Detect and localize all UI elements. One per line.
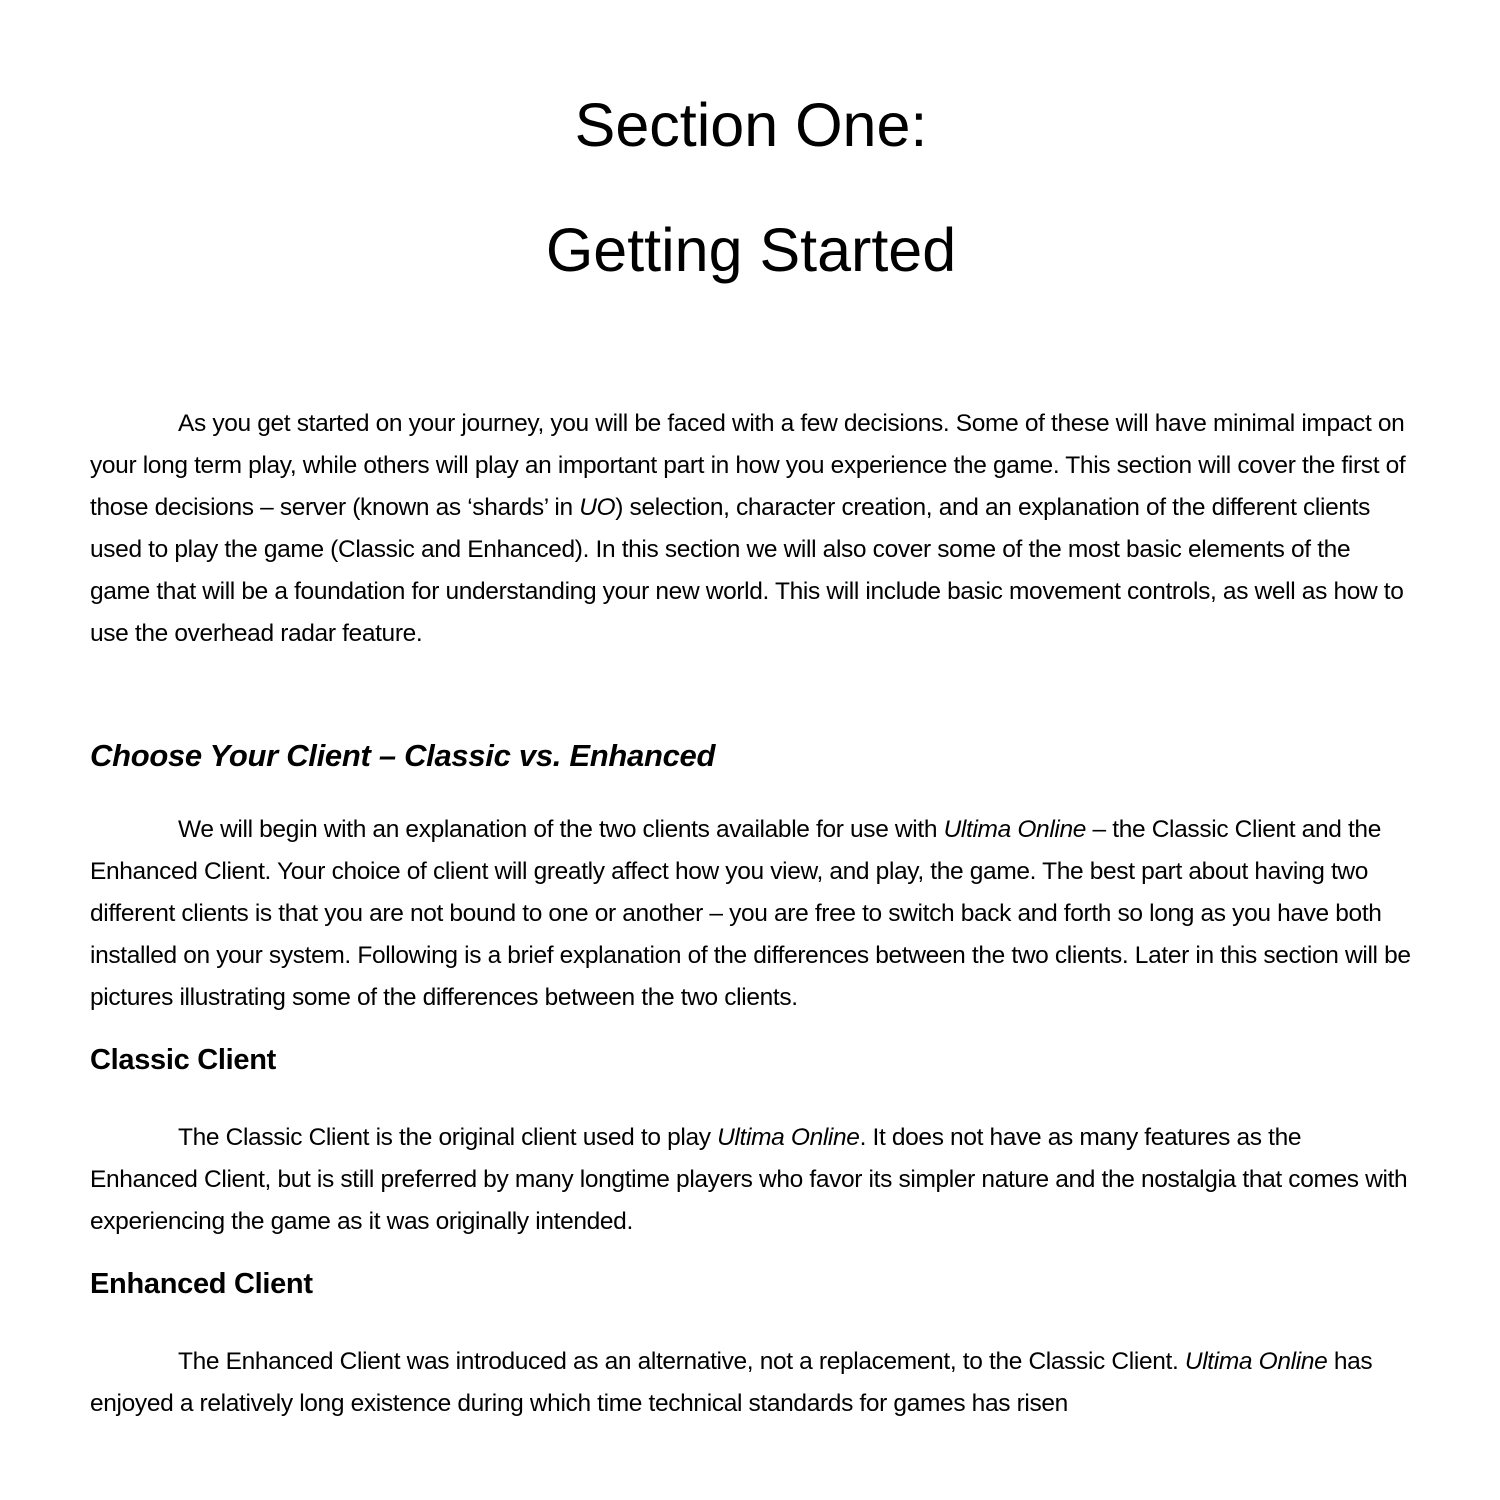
heading-choose-your-client: Choose Your Client – Classic vs. Enhanced (90, 738, 716, 773)
heading-classic-client: Classic Client (90, 1044, 276, 1076)
classic-client-paragraph (90, 1117, 1412, 1243)
text-run: The Classic Client is the original client used to play (178, 1124, 718, 1151)
text-run: We will begin with an explanation of the two clients available for use with (178, 816, 944, 843)
text-run: The Enhanced Client was introduced as an alternative, not a replacement, to the Classic Client. (178, 1348, 1185, 1375)
text-run: ) selection, character creation, and an explanation of the different clients used to play the game (Classic and Enhanced). In this section we will also cover some of the most basic elements of the game that will be a foundation for understanding your new world. This will include basic movement controls, as well as how to use the overhead radar feature. (90, 494, 1404, 647)
choose-client-paragraph (90, 809, 1412, 1019)
italic-text-run: Ultima Online (1184, 1348, 1328, 1375)
text-run: As you get started on your journey, you will be faced with a few decisions. Some of these will have minimal impact on your long term play, while others will play an important part in how you experience the game. This section will cover the first of those decisions – server (known as ‘shards’ in (90, 410, 1406, 521)
italic-text-run: Ultima Online (717, 1124, 860, 1151)
text-run: – the Classic Client and the Enhanced Client. Your choice of client will greatly affect how you view, and play, the game. The best part about having two different clients is that you are not bound to one or another – you are free to switch back and forth so long as you have both installed on your system. Following is a brief explanation of the differences between the two clients. Later in this section will be pictures illustrating some of the differences between the two clients. (90, 816, 1411, 1011)
enhanced-client-paragraph (90, 1341, 1412, 1425)
document-title-line-1: Section One: (574, 91, 928, 159)
text-run: . It does not have as many features as the Enhanced Client, but is still preferred by many longtime players who favor its simpler nature and the nostalgia that comes with experiencing the game as it was originally intended. (90, 1124, 1408, 1235)
document-title-line-2: Getting Started (545, 216, 957, 284)
italic-text-run: Ultima Online (943, 816, 1087, 843)
heading-enhanced-client: Enhanced Client (90, 1268, 313, 1300)
intro-paragraph (90, 403, 1412, 655)
italic-text-run: UO (579, 494, 616, 521)
text-run: has enjoyed a relatively long existence during which time technical standards for games has risen (90, 1348, 1373, 1417)
